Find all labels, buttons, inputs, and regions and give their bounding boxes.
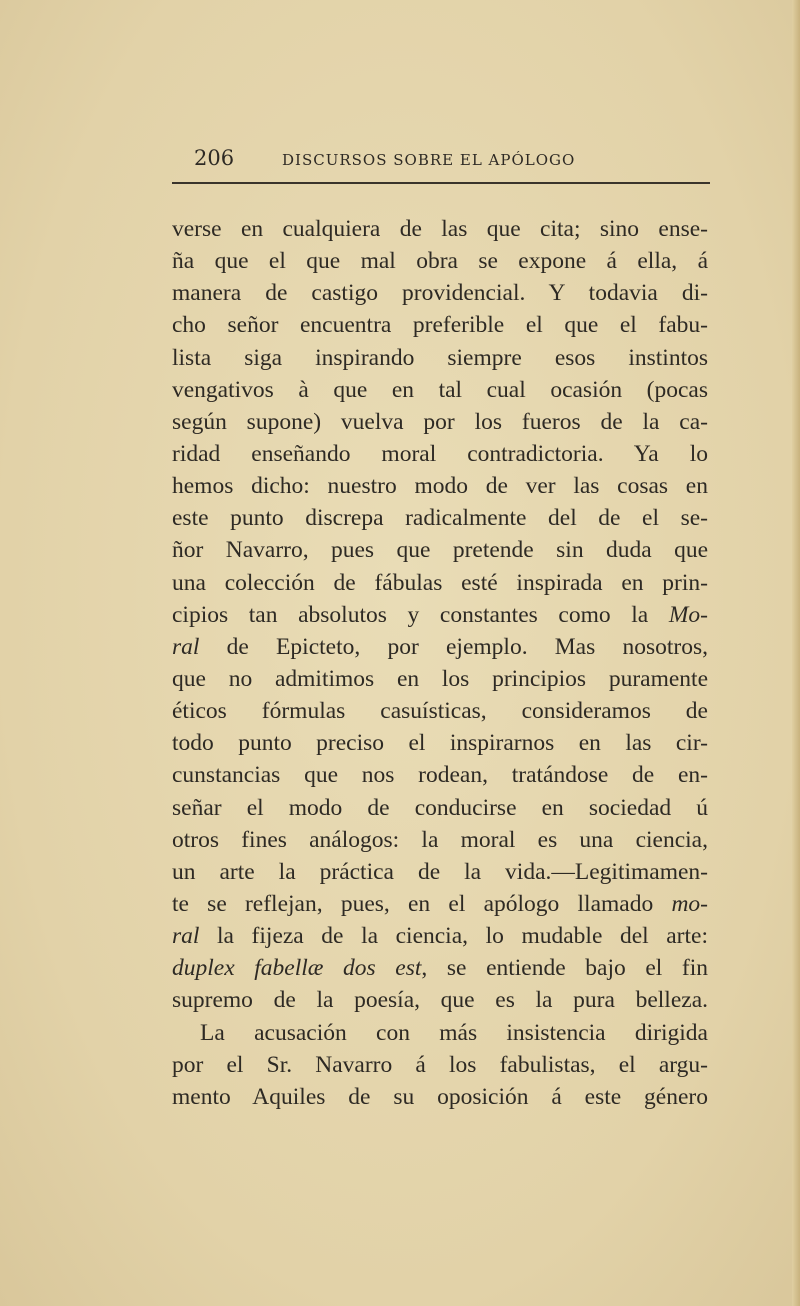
text-line (172, 470, 708, 502)
text-segment: ridad enseñando moral contradictoria. Ya lo (172, 440, 708, 467)
text-segment: éticos fórmulas casuísticas, consideramos de (172, 698, 708, 725)
text-line (172, 759, 708, 791)
page-edge (792, 0, 800, 1306)
text-line (172, 1049, 708, 1081)
text-segment: según supone) vuelva por los fueros de la ca- (172, 408, 708, 435)
text-segment: todo punto preciso el inspirarnos en las cir- (172, 730, 708, 757)
italic-text: duplex fabellæ dos est (172, 955, 422, 982)
text-line (172, 727, 708, 759)
text-segment: , se entiende bajo el fin (421, 955, 708, 982)
running-title: DISCURSOS SOBRE EL APÓLOGO (282, 151, 576, 169)
text-segment: verse en cualquiera de las que cita; sino ense- (172, 216, 708, 242)
text-segment: ñor Navarro, pues que pretende sin duda que (172, 537, 708, 564)
text-line (172, 984, 708, 1016)
text-segment: que no admitimos en los principios puramente (172, 665, 708, 692)
text-line (172, 502, 708, 534)
text-line (172, 213, 708, 245)
text-segment: ña que el que mal obra se expone á ella, á (172, 248, 708, 275)
page-number: 206 (194, 146, 235, 170)
text-line (172, 631, 708, 663)
text-segment: cipios tan absolutos y constantes como la (172, 601, 669, 628)
text-segment: supremo de la poesía, que es la pura belleza. (172, 987, 708, 1014)
text-line (172, 277, 708, 309)
body-text (172, 213, 708, 1113)
text-segment: te se reflejan, pues, en el apólogo llamado (172, 890, 672, 917)
text-line (172, 695, 708, 727)
text-line (172, 406, 708, 438)
text-line (172, 920, 708, 952)
text-segment: cho señor encuentra preferible el que el fabu- (172, 312, 708, 339)
text-line (172, 1081, 708, 1113)
text-line (172, 342, 708, 374)
text-line (172, 374, 708, 406)
italic-text: ral (172, 633, 200, 660)
text-line (172, 534, 708, 566)
text-line (172, 792, 708, 824)
text-segment: de Epicteto, por ejemplo. Mas nosotros, (199, 633, 708, 660)
text-segment: un arte la práctica de la vida.—Legitimamen- (172, 858, 708, 885)
text-segment: vengativos à que en tal cual ocasión (pocas (172, 376, 708, 403)
text-segment: cunstancias que nos rodean, tratándose de en- (172, 762, 708, 789)
text-line (172, 309, 708, 341)
text-segment: lista siga inspirando siempre esos instintos (172, 344, 708, 371)
text-segment: una colección de fábulas esté inspirada en prin- (172, 569, 708, 596)
text-line (172, 824, 708, 856)
text-line (172, 438, 708, 470)
italic-text: mo- (671, 890, 708, 917)
text-segment: este punto discrepa radicalmente del de el se- (172, 505, 708, 532)
text-line (172, 599, 708, 631)
text-line (172, 952, 708, 984)
text-segment: hemos dicho: nuestro modo de ver las cosas en (172, 473, 708, 500)
text-segment: mento Aquiles de su oposición á este género (172, 1083, 708, 1110)
text-line (172, 567, 708, 599)
text-line (172, 888, 708, 920)
italic-text: ral (172, 923, 200, 950)
text-line (172, 663, 708, 695)
text-segment: manera de castigo providencial. Y todavia di- (172, 280, 708, 307)
text-segment: la fijeza de la ciencia, lo mudable del arte: (199, 923, 708, 950)
italic-text: Mo- (668, 601, 708, 628)
text-line (172, 1017, 708, 1049)
text-segment: señar el modo de conducirse en sociedad ú (172, 794, 708, 821)
text-line (172, 245, 708, 277)
header-rule (172, 182, 710, 184)
text-segment: La acusación con más insistencia dirigida (200, 1019, 708, 1046)
text-segment: por el Sr. Navarro á los fabulistas, el argu- (172, 1051, 708, 1078)
text-segment: otros fines análogos: la moral es una ciencia, (172, 826, 708, 853)
text-line (172, 856, 708, 888)
